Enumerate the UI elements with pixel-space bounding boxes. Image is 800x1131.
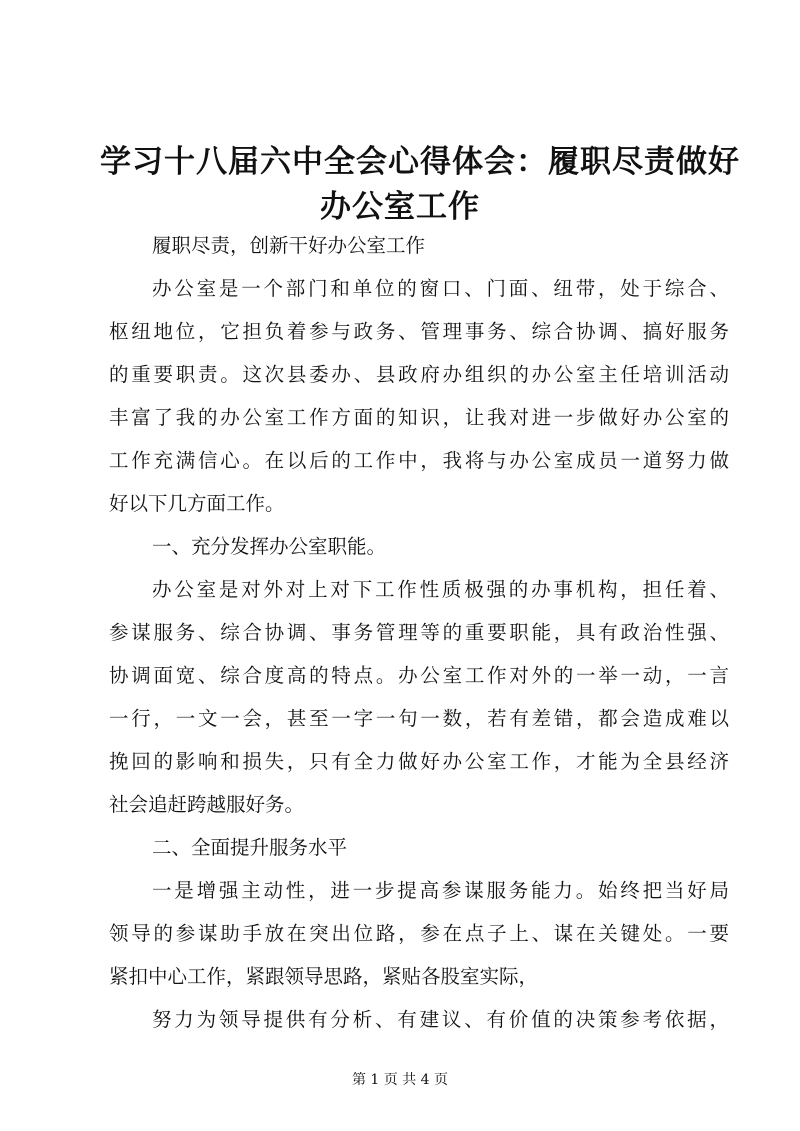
paragraph-line: 办公室是一个部门和单位的窗口、门面、纽带，处于综合、 (152, 277, 729, 300)
paragraph-line: 紧扣中心工作，紧跟领导思路，紧贴各股室实际， (109, 965, 539, 988)
document-title-line-1: 学习十八届六中全会心得体会：履职尽责做好 (100, 144, 740, 180)
paragraph-line: 丰富了我的办公室工作方面的知识，让我对进一步做好办公室的 (109, 406, 729, 429)
paragraph-line: 履职尽责，创新干好办公室工作 (152, 234, 426, 257)
section-heading: 二、全面提升服务水平 (152, 836, 348, 859)
document-title-line-2: 办公室工作 (320, 189, 480, 225)
paragraph-line: 社会追赶跨越服好务。 (109, 793, 305, 816)
paragraph-line: 的重要职责。这次县委办、县政府办组织的办公室主任培训活动 (109, 363, 729, 386)
page-number-footer: 第 1 页 共 4 页 (351, 1072, 449, 1088)
paragraph-line: 努力为领导提供有分析、有建议、有价值的决策参考依据， (152, 1008, 729, 1031)
paragraph-line: 协调面宽、综合度高的特点。办公室工作对外的一举一动，一言 (109, 664, 729, 687)
paragraph-line: 好以下几方面工作。 (109, 492, 285, 515)
paragraph-line: 办公室是对外对上对下工作性质极强的办事机构，担任着、 (152, 578, 729, 601)
section-heading: 一、充分发挥办公室职能。 (152, 535, 387, 558)
paragraph-line: 挽回的影响和损失，只有全力做好办公室工作，才能为全县经济 (109, 750, 729, 773)
paragraph-line: 参谋服务、综合协调、事务管理等的重要职能，具有政治性强、 (109, 621, 729, 644)
paragraph-line: 一行，一文一会，甚至一字一句一数，若有差错，都会造成难以 (109, 707, 729, 730)
paragraph-line: 一是增强主动性，进一步提高参谋服务能力。始终把当好局 (152, 879, 729, 902)
paragraph-line: 枢纽地位，它担负着参与政务、管理事务、综合协调、搞好服务 (109, 320, 729, 343)
paragraph-line: 工作充满信心。在以后的工作中，我将与办公室成员一道努力做 (109, 449, 729, 472)
paragraph-line: 领导的参谋助手放在突出位路，参在点子上、谋在关键处。一要 (109, 922, 729, 945)
